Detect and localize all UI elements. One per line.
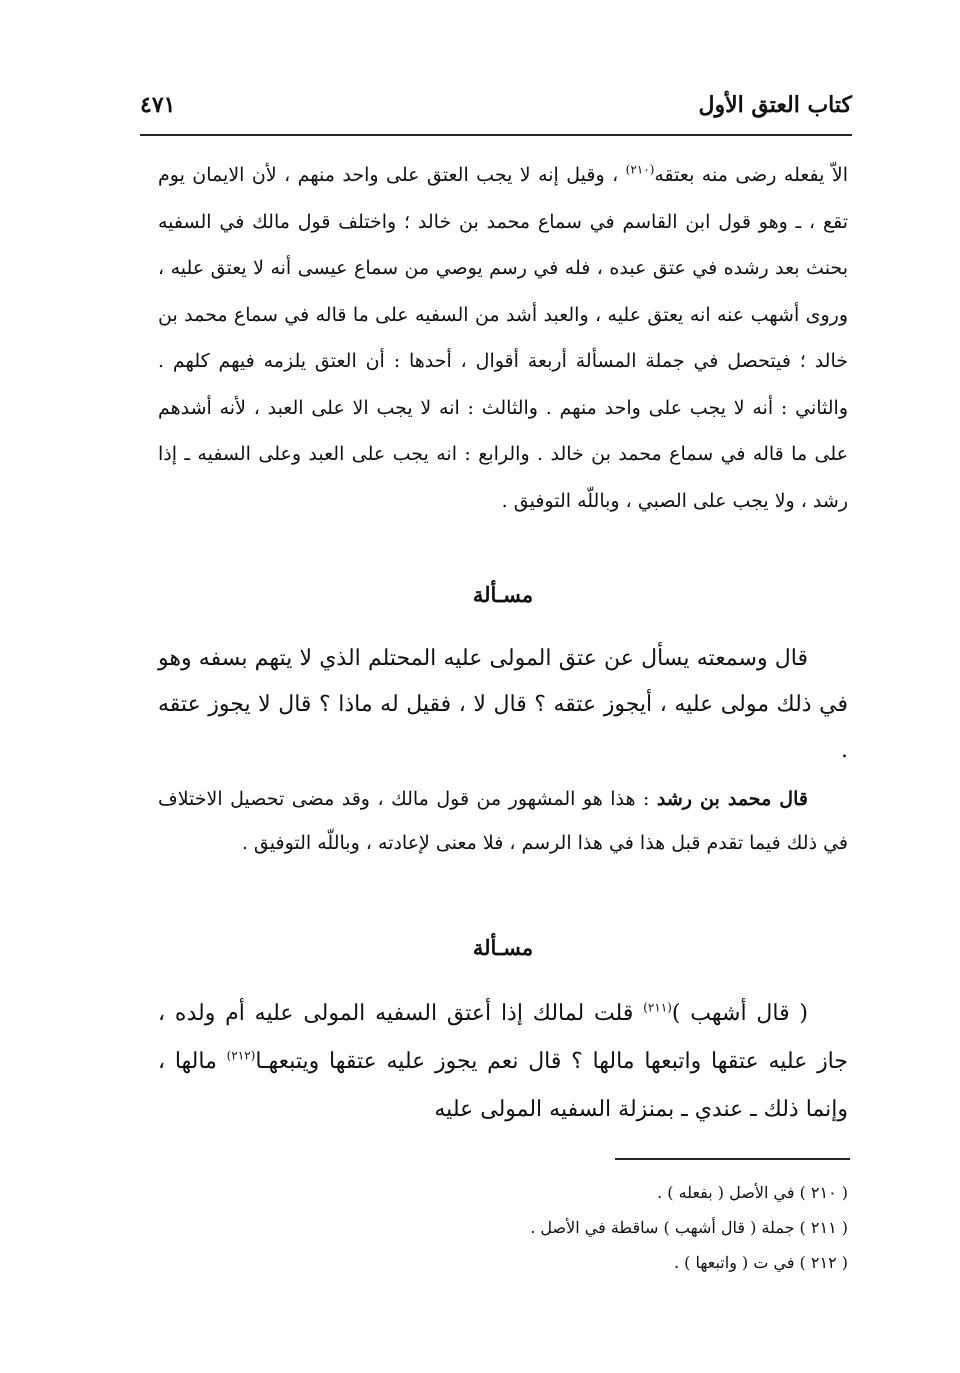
footnote-ref-210: (٢١٠): [625, 162, 655, 177]
footnote-211: ( ٢١١ ) جملة ( قال أشهب ) ساقطة في الأصل .: [530, 1218, 848, 1237]
paragraph-4: [158, 990, 848, 1134]
header-divider: [140, 134, 852, 136]
paragraph-1: [158, 152, 848, 524]
running-header: [140, 92, 852, 132]
section-title-2: مسـألة: [472, 935, 534, 960]
footnote-210: ( ٢١٠ ) في الأصل ( بفعله ) .: [657, 1183, 848, 1202]
footnote-ref-212: (٢١٢): [226, 1048, 256, 1063]
footnotes: [158, 1175, 848, 1280]
paragraph-3: [158, 777, 848, 865]
footnote-divider: [615, 1158, 850, 1160]
paragraph-1-text-a: الاّ يفعله رضى منه بعتقه: [654, 164, 848, 186]
footnote-ref-211: (٢١١): [643, 1000, 672, 1015]
paragraph-4-text-b: قلت لمالك إذا أعتق السفيه المولى عليه أم ولده ، جاز عليه عتقها واتبعها مالها ؟ قال نعم يجوز عليه عتقها ويتبعهـا: [158, 1001, 848, 1074]
section-title-1: مسـألة: [472, 582, 534, 607]
footnote-212: ( ٢١٢ ) في ت ( واتبعها ) .: [674, 1253, 848, 1272]
paragraph-2: قال وسمعته يسأل عن عتق المولى عليه المحتلم الذي لا يتهم بسفه وهو في ذلك مولى عليه ، أيجوز عتقه ؟ قال لا ، فقيل له ماذا ؟ قال لا يجوز عتقه .: [158, 646, 848, 763]
paragraph-3-text: : هذا هو المشهور من قول مالك ، وقد مضى تحصيل الاختلاف في ذلك فيما تقدم قبل هذا في هذا الرسم ، فلا معنى لإعادته ، وباللّه التوفيق .: [158, 788, 848, 854]
paragraph-3-speaker: قال محمد بن رشد: [656, 788, 808, 810]
paragraph-1-text-b: ، وقيل إنه لا يجب العتق على واحد منهم ، لأن الايمان يوم تقع ، ـ وهو قول ابن القاسم في سماع محمد بن خالد ؛ واختلف قول مالك في السفيه بحنث بعد رشده في عتق عبده ، فله في رسم يوصي من سماع عيسى أنه لا يعتق عليه ، وروى أشهب عنه انه يعتق عليه ، والعبد أشد من السفيه على ما قاله في سماع محمد بن خالد ؛ فيتحصل في جملة المسألة أربعة أقوال ، أحدها : أن العتق يلزمه فيهم كلهم . والثاني : أنه لا يجب على واحد منهم . والثالث : انه لا يجب الا على العبد ، لأنه أشدهم على ما قاله في سماع محمد بن خالد . والرابع : انه يجب على العبد وعلى السفيه ـ إذا رشد ، ولا يجب على الصبي ، وباللّه التوفيق .: [158, 164, 848, 512]
paragraph-4-text-a: ( قال أشهب ): [671, 1001, 808, 1026]
book-title: كتاب العتق الأول: [698, 92, 852, 118]
page-number: ٤٧١: [140, 92, 176, 118]
paragraph-4-text-c: مالها ، وإنما ذلك ـ عندي ـ بمنزلة السفيه المولى عليه: [158, 1049, 848, 1122]
